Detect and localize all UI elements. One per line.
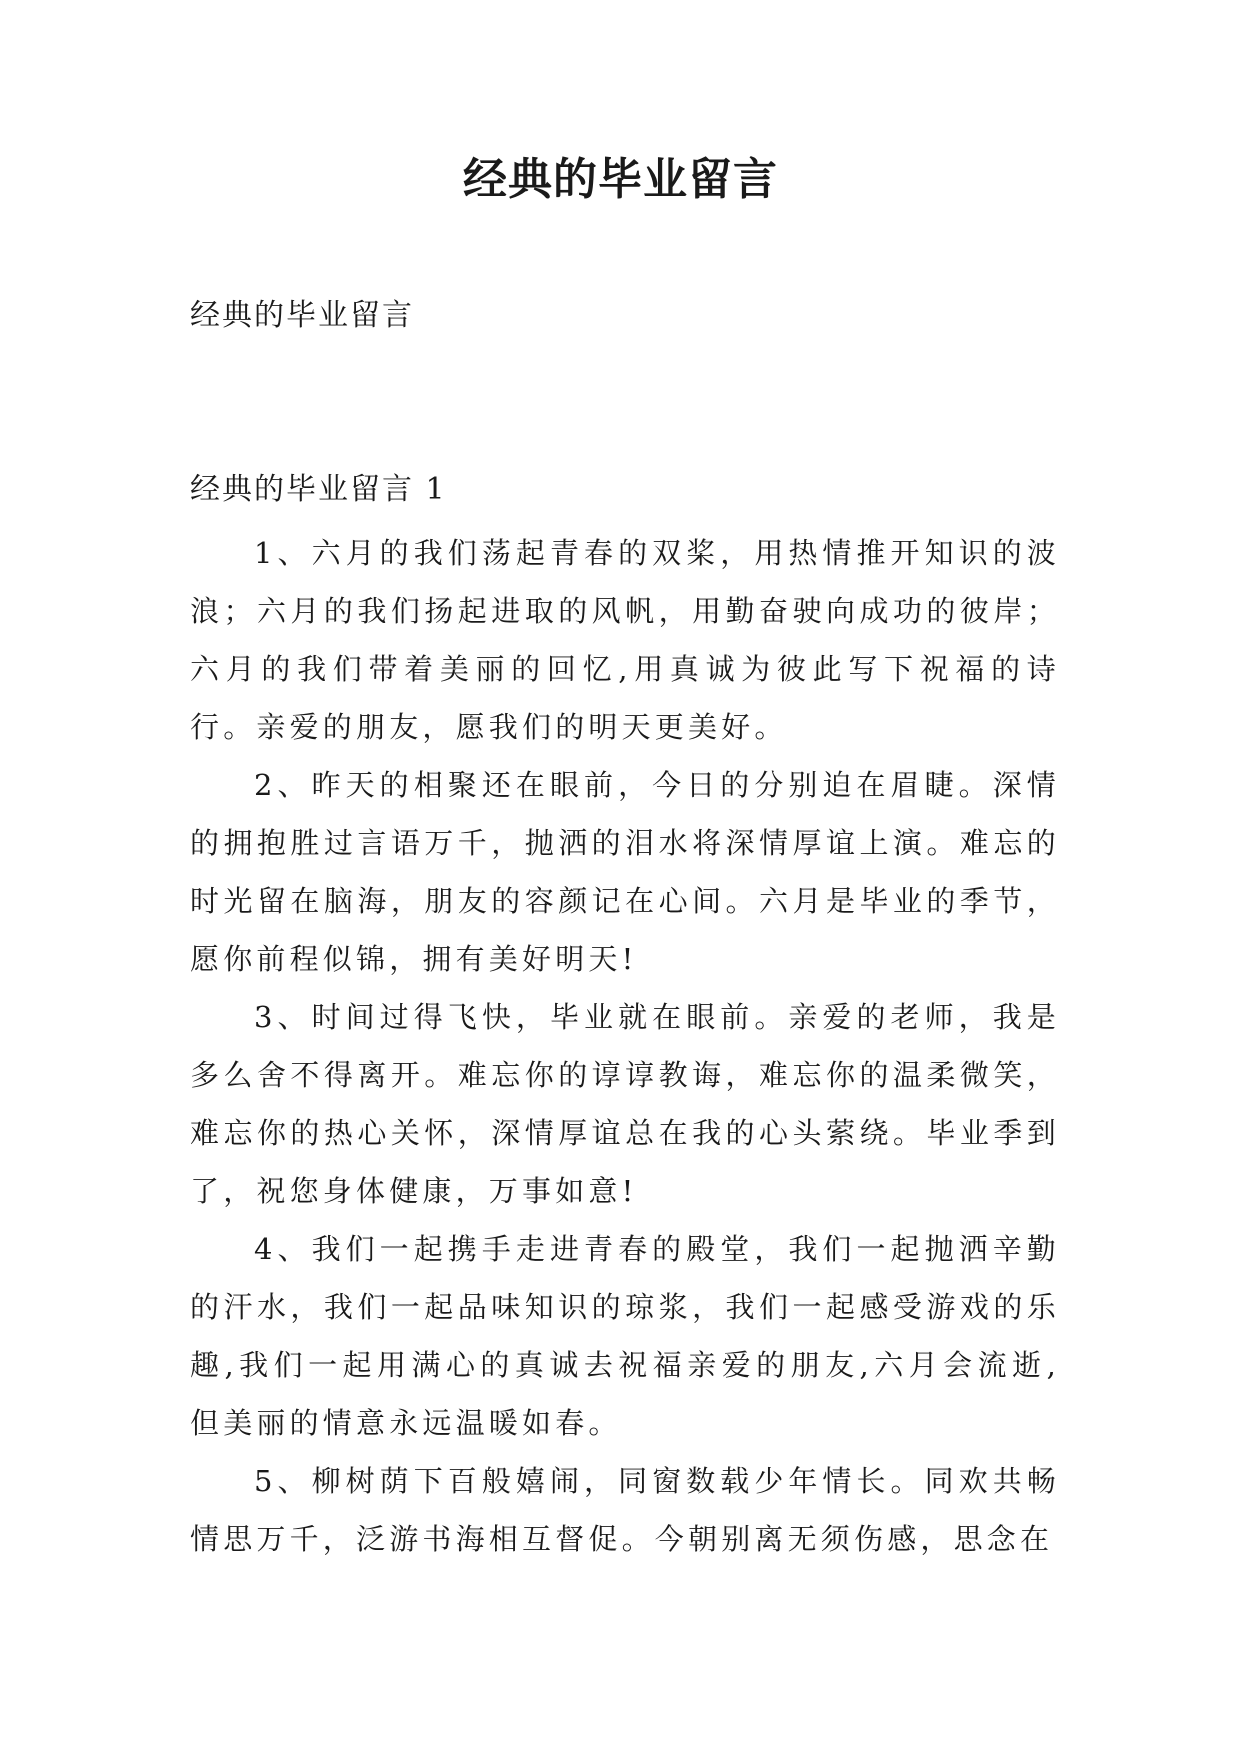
document-subtitle: 经典的毕业留言 (190, 298, 414, 333)
paragraph-4: 4、我们一起携手走进青春的殿堂，我们一起抛洒辛勤的汗水，我们一起品味知识的琼浆，我们一起感受游戏的乐趣,我们一起用满心的真诚去祝福亲爱的朋友,六月会流逝,但美丽的情意永远温暖如春。 (190, 1232, 1060, 1440)
section-1 (190, 468, 1060, 1568)
paragraph-2: 2、昨天的相聚还在眼前，今日的分别迫在眉睫。深情的拥抱胜过言语万千，抛洒的泪水将深情厚谊上演。难忘的时光留在脑海，朋友的容颜记在心间。六月是毕业的季节，愿你前程似锦，拥有美好明天! (190, 768, 1060, 976)
paragraph-1: 1、六月的我们荡起青春的双桨，用热情推开知识的波浪；六月的我们扬起进取的风帆，用勤奋驶向成功的彼岸；六月的我们带着美丽的回忆,用真诚为彼此写下祝福的诗行。亲爱的朋友，愿我们的明天更美好。 (190, 536, 1060, 744)
paragraph-3: 3、时间过得飞快，毕业就在眼前。亲爱的老师，我是多么舍不得离开。难忘你的谆谆教诲，难忘你的温柔微笑，难忘你的热心关怀，深情厚谊总在我的心头萦绕。毕业季到了，祝您身体健康，万事如意! (190, 1000, 1060, 1208)
paragraph-5: 5、柳树荫下百般嬉闹，同窗数载少年情长。同欢共畅情思万千，泛游书海相互督促。今朝别离无须伤感，思念在 (190, 1464, 1060, 1556)
section-heading: 经典的毕业留言 1 (190, 472, 447, 507)
document-title: 经典的毕业留言 (463, 154, 778, 205)
